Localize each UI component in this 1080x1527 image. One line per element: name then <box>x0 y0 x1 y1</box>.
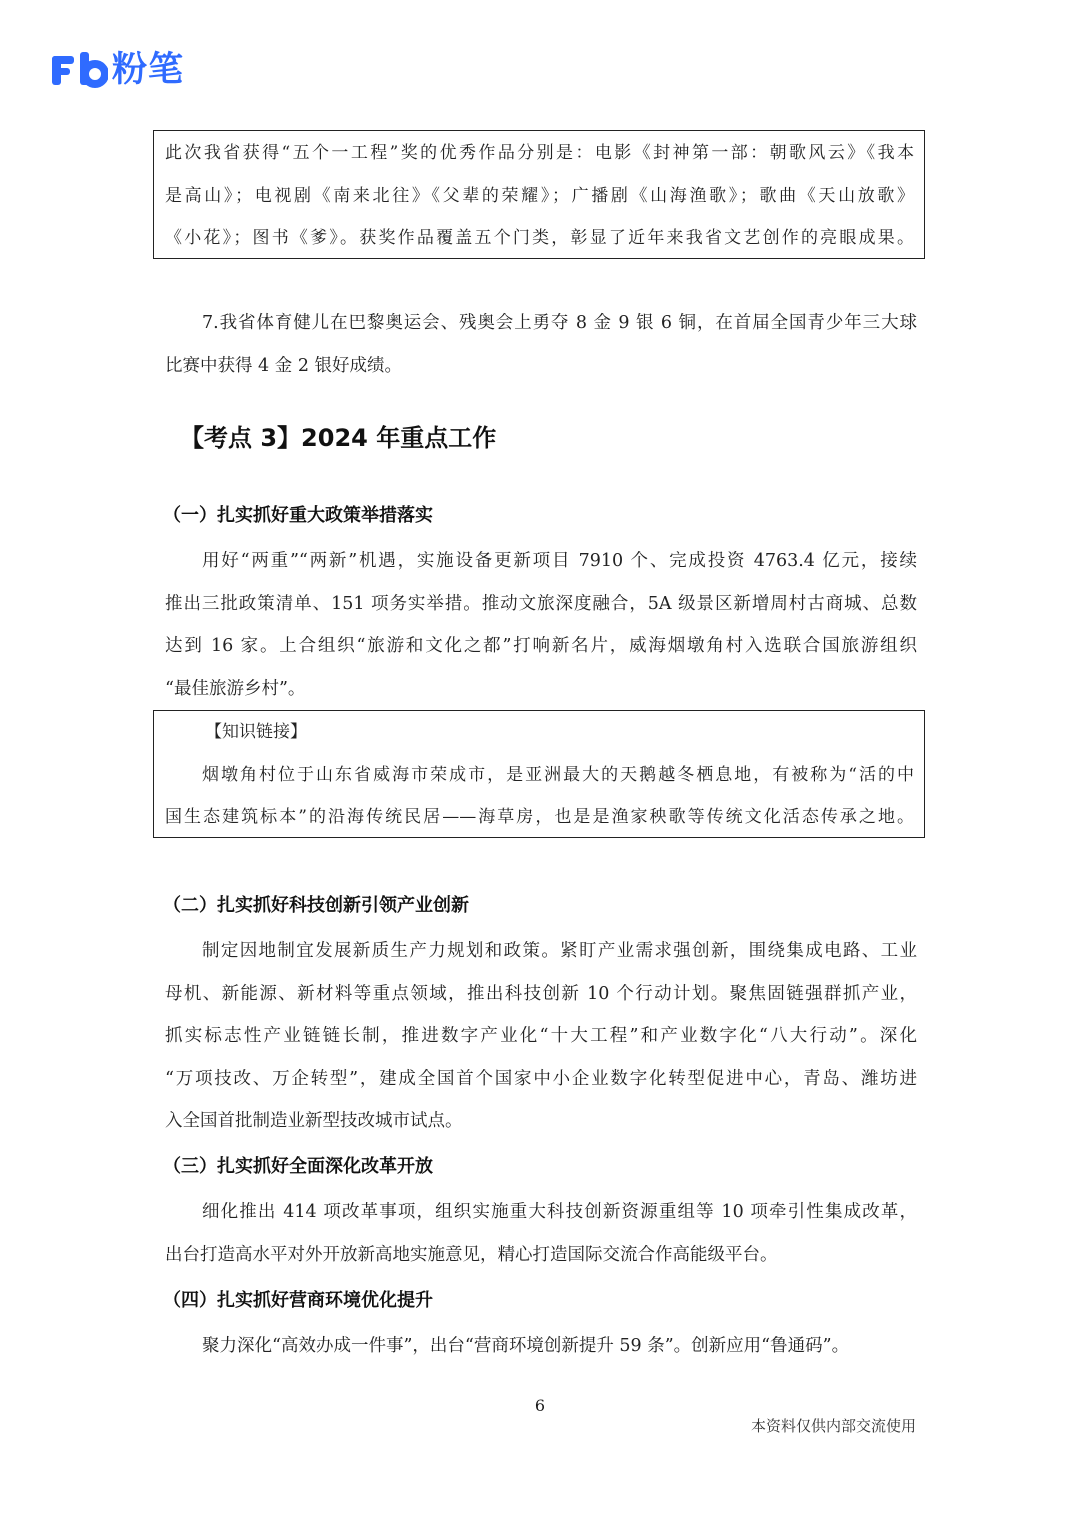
paragraph-line: 抓实标志性产业链链长制，推进数字产业化“十大工程”和产业数字化“八大行动”。深化 <box>165 1026 917 1046</box>
box-line: 国生态建筑标本”的沿海传统民居——海草房，也是是渔家秧歌等传统文化活态传承之地。 <box>165 807 914 827</box>
box-line: 是高山》；电视剧《南来北往》《父辈的荣耀》；广播剧《山海渔歌》；歌曲《天山放歌》 <box>165 185 914 206</box>
paragraph-line: 7.我省体育健儿在巴黎奥运会、残奥会上勇夺 8 金 9 银 6 铜，在首届全国青少年三大球 <box>202 313 917 333</box>
subsection-4-title: （四）扎实抓好营商环境优化提升 <box>163 1290 433 1311</box>
box-line: 此次我省获得“五个一工程”奖的优秀作品分别是：电影《封神第一部：朝歌风云》《我本 <box>165 143 914 163</box>
section-title: 【考点 3】2024 年重点工作 <box>180 424 497 452</box>
fb-logo-icon <box>50 50 108 90</box>
paragraph-line: 出台打造高水平对外开放新高地实施意见，精心打造国际交流合作高能级平台。 <box>165 1244 778 1265</box>
subsection-3-title: （三）扎实抓好全面深化改革开放 <box>163 1156 433 1177</box>
subsection-1-body <box>165 540 917 710</box>
paragraph-line: 推出三批政策清单、151 项务实举措。推动文旅深度融合，5A 级景区新增周村古商城、总数 <box>165 593 917 614</box>
paragraph-line: 达到 16 家。上合组织“旅游和文化之都”打响新名片，威海烟墩角村入选联合国旅游组织 <box>165 636 917 656</box>
paragraph-line: 制定因地制宜发展新质生产力规划和政策。紧盯产业需求强创新，围绕集成电路、工业 <box>202 941 917 961</box>
paragraph-line: 入全国首批制造业新型技改城市试点。 <box>165 1111 463 1131</box>
page-number: 6 <box>534 1396 546 1415</box>
paragraph-line: 母机、新能源、新材料等重点领域，推出科技创新 10 个行动计划。聚焦固链强群抓产业， <box>165 983 917 1004</box>
paragraph-line: 聚力深化“高效办成一件事”，出台“营商环境创新提升 59 条”。创新应用“鲁通码”。 <box>202 1336 850 1356</box>
subsection-3-body <box>165 1191 917 1276</box>
subsection-4-body <box>165 1325 917 1368</box>
subsection-1-title: （一）扎实抓好重大政策举措落实 <box>163 505 433 526</box>
footer-note: 本资料仅供内部交流使用 <box>750 1417 916 1435</box>
knowledge-link-label: 【知识链接】 <box>205 722 307 742</box>
paragraph-line: “万项技改、万企转型”，建成全国首个国家中小企业数字化转型促进中心，青岛、潍坊进 <box>165 1068 917 1089</box>
paragraph-line: 细化推出 414 项改革事项，组织实施重大科技创新资源重组等 10 项牵引性集成改革， <box>202 1202 917 1222</box>
box-line: 《小花》；图书《爹》。获奖作品覆盖五个门类，彰显了近年来我省文艺创作的亮眼成果。 <box>165 228 914 248</box>
knowledge-link-box <box>153 710 925 838</box>
paragraph-line: 用好“两重”“两新”机遇，实施设备更新项目 7910 个、完成投资 4763.4 亿元，接续 <box>202 551 917 571</box>
box-line: 烟墩角村位于山东省威海市荣成市，是亚洲最大的天鹅越冬栖息地，有被称为“活的中 <box>202 764 914 785</box>
subsection-2-title: （二）扎实抓好科技创新引领产业创新 <box>163 895 469 916</box>
subsection-2-body <box>165 930 917 1143</box>
brand-logo-text: 粉笔 <box>112 50 185 90</box>
brand-logo <box>50 50 184 90</box>
paragraph-line: 比赛中获得 4 金 2 银好成绩。 <box>165 355 403 376</box>
award-works-box <box>153 130 925 259</box>
paragraph-line: “最佳旅游乡村”。 <box>165 678 306 699</box>
item-7-paragraph <box>165 302 917 387</box>
